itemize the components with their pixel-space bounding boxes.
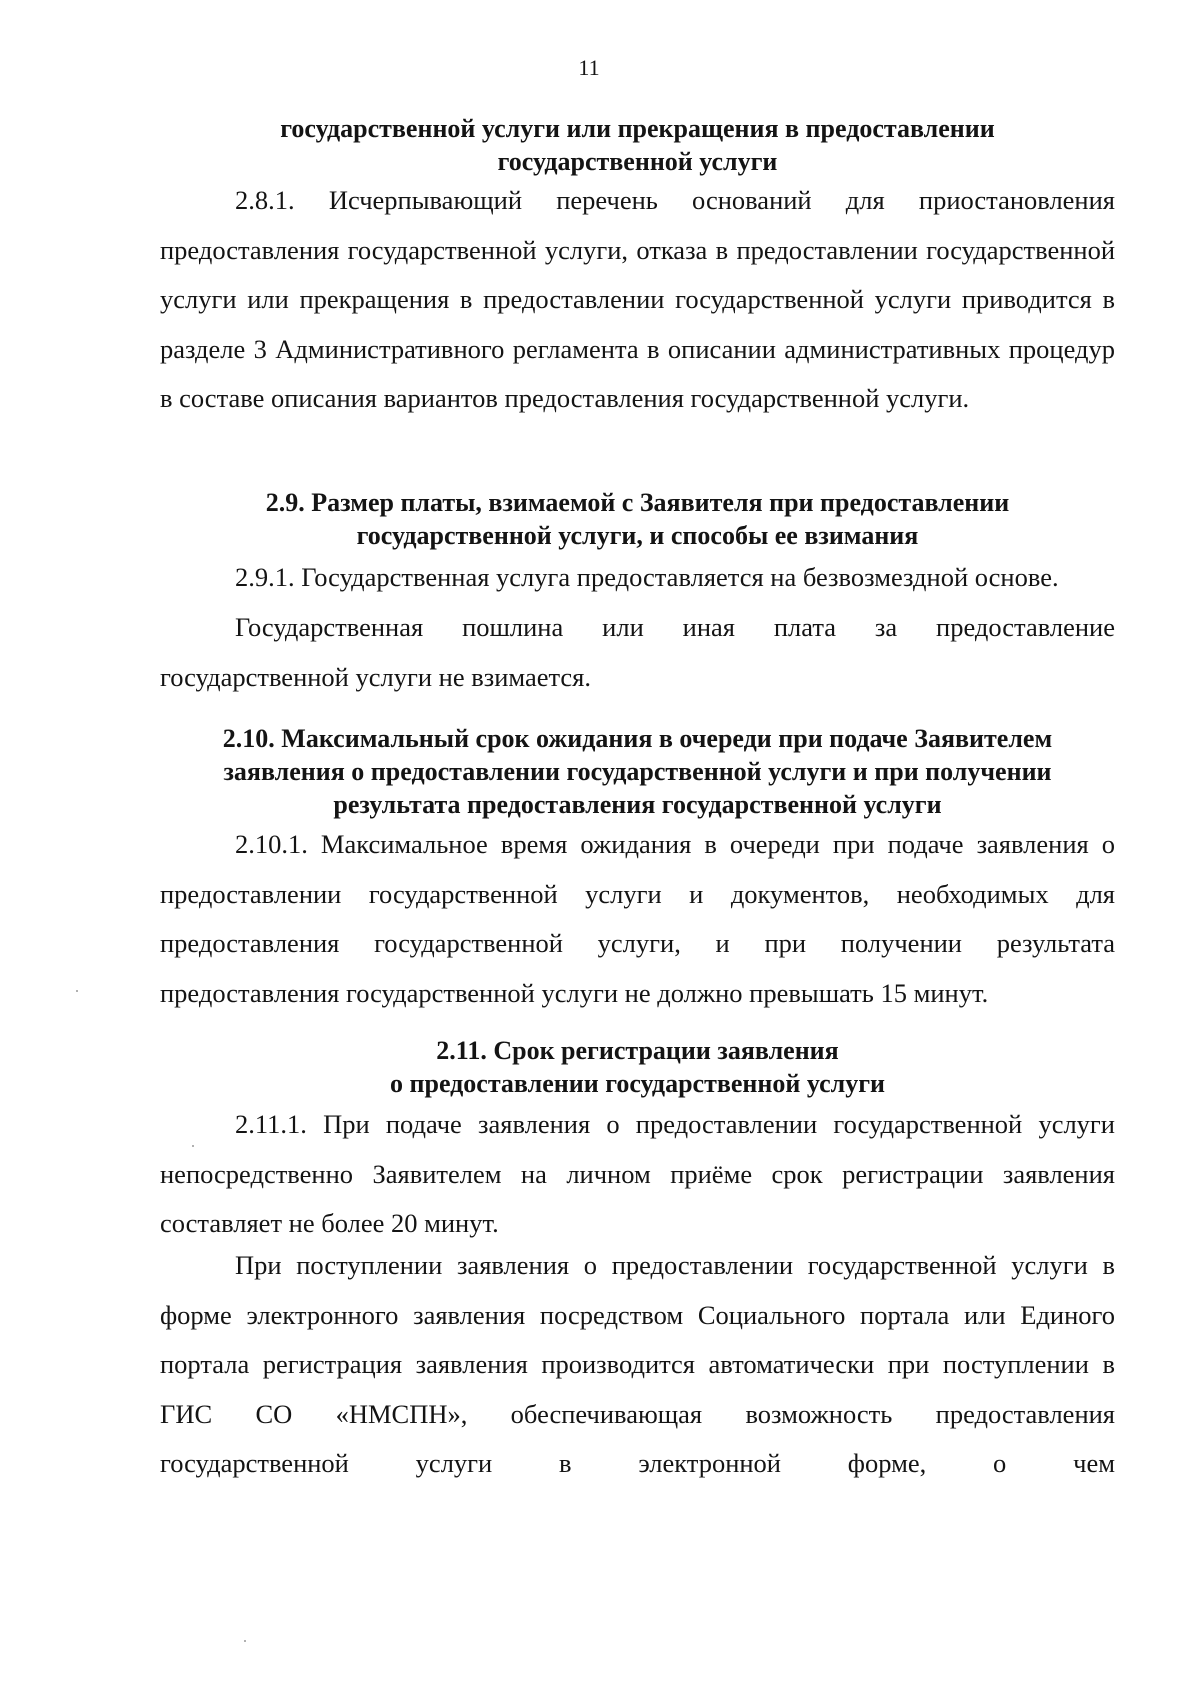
section-2-9-heading-line2: государственной услуги, и способы ее взимания (356, 521, 919, 550)
paragraph-2-8-1: 2.8.1. Исчерпывающий перечень оснований для приостановления предоставления государственной услуги, отказа в предоставлении государственной услуги или прекращения в предоставлении государственной услуги приводится в разделе 3 Административного регламента в описании административных процедур в составе описания вариантов предоставления государственной услуги. (160, 185, 1115, 414)
section-2-10-heading-line2: заявления о предоставлении государственной услуги и при получении (223, 757, 1052, 786)
section-2-9-heading-line1: 2.9. Размер платы, взимаемой с Заявителя при предоставлении (265, 488, 1010, 517)
section-2-10-heading (160, 722, 1115, 821)
section-2-11-heading-line1: 2.11. Срок регистрации заявления (436, 1036, 839, 1065)
section-2-11-heading (160, 1034, 1115, 1100)
section-2-9-heading (160, 486, 1115, 552)
paragraph-2-9-2: Государственная пошлина или иная плата за предоставление государственной услуги не взимается. (160, 612, 1115, 692)
section-2-10-heading-line1: 2.10. Максимальный срок ожидания в очереди при подаче Заявителем (222, 724, 1053, 753)
section-2-10-heading-line3: результата предоставления государственной услуги (333, 790, 942, 819)
section-2-8-heading-line1: государственной услуги или прекращения в предоставлении (280, 114, 995, 143)
paragraph-2-11-1: 2.11.1. При подаче заявления о предоставлении государственной услуги непосредственно Заявителем на личном приёме срок регистрации заявления составляет не более 20 минут. (160, 1109, 1115, 1239)
page-number: 11 (578, 55, 600, 80)
scan-speck (244, 1640, 246, 1642)
section-2-8-heading (160, 112, 1115, 178)
section-2-8-heading-line2: государственной услуги (497, 147, 778, 176)
paragraph-2-9-1: 2.9.1. Государственная услуга предоставляется на безвозмездной основе. (235, 562, 1059, 592)
scan-speck (76, 990, 78, 992)
scan-speck (192, 1145, 194, 1147)
section-2-11-heading-line2: о предоставлении государственной услуги (390, 1069, 885, 1098)
paragraph-2-10-1: 2.10.1. Максимальное время ожидания в очереди при подаче заявления о предоставлении государственной услуги и документов, необходимых для предоставления государственной услуги, и при получении результата предоставления государственной услуги не должно превышать 15 минут. (160, 829, 1115, 1008)
paragraph-2-11-2: При поступлении заявления о предоставлении государственной услуги в форме электронного заявления посредством Социального портала или Единого портала регистрация заявления производится автоматически при поступлении в ГИС СО «НМСПН», обеспечивающая возможность предоставления государственной услуги в электронной форме, о чем (160, 1250, 1115, 1479)
